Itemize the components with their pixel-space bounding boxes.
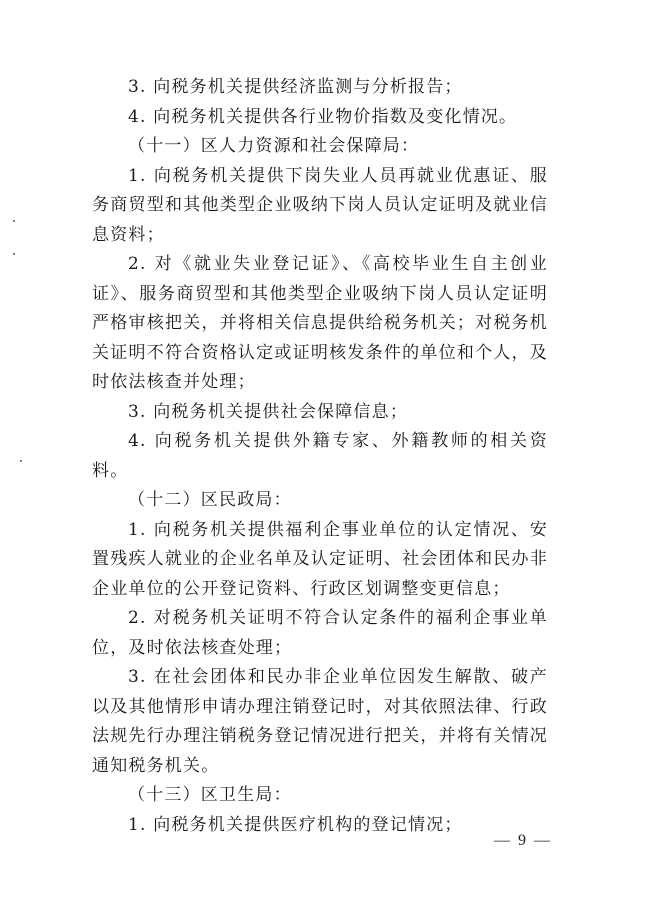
scan-speck — [20, 460, 22, 462]
list-item: 1. 向税务机关提供下岗失业人员再就业优惠证、服务商贸型和其他类型企业吸纳下岗人员认定证明及就业信息资料； — [92, 165, 548, 245]
section-heading: （十三）区卫生局： — [128, 785, 292, 805]
list-item: 2. 对《就业失业登记证》、《高校毕业生自主创业证》、服务商贸型和其他类型企业吸纳下岗人员认定证明严格审核把关，并将相关信息提供给税务机关；对税务机关证明不符合资格认定或证明核发条件的单位和个人，及时依法核查并处理； — [92, 254, 548, 392]
section-heading: （十二）区民政局： — [128, 490, 292, 510]
list-item: 3. 在社会团体和民办非企业单位因发生解散、破产以及其他情形申请办理注销登记时，对其依照法律、行政法规先行办理注销税务登记情况进行把关，并将有关情况通知税务机关。 — [92, 667, 548, 776]
list-item: 1. 向税务机关提供医疗机构的登记情况； — [128, 814, 463, 835]
list-item: 3. 向税务机关提供经济监测与分析报告； — [128, 77, 463, 97]
list-item: 2. 对税务机关证明不符合认定条件的福利企事业单位，及时依法核查处理； — [92, 608, 548, 658]
list-item: 4. 向税务机关提供各行业物价指数及变化情况。 — [128, 106, 518, 127]
page-number: — 9 — — [494, 832, 552, 849]
document-page-body — [92, 73, 548, 840]
scan-speck — [13, 220, 15, 222]
list-item: 3. 向税务机关提供社会保障信息； — [128, 401, 409, 422]
list-item: 1. 向税务机关提供福利企事业单位的认定情况、安置残疾人就业的企业名单及认定证明、社会团体和民办非企业单位的公开登记资料、行政区划调整变更信息； — [92, 519, 548, 599]
scan-speck — [13, 253, 15, 255]
list-item: 4. 向税务机关提供外籍专家、外籍教师的相关资料。 — [92, 431, 548, 481]
section-heading: （十一）区人力资源和社会保障局： — [128, 136, 420, 156]
